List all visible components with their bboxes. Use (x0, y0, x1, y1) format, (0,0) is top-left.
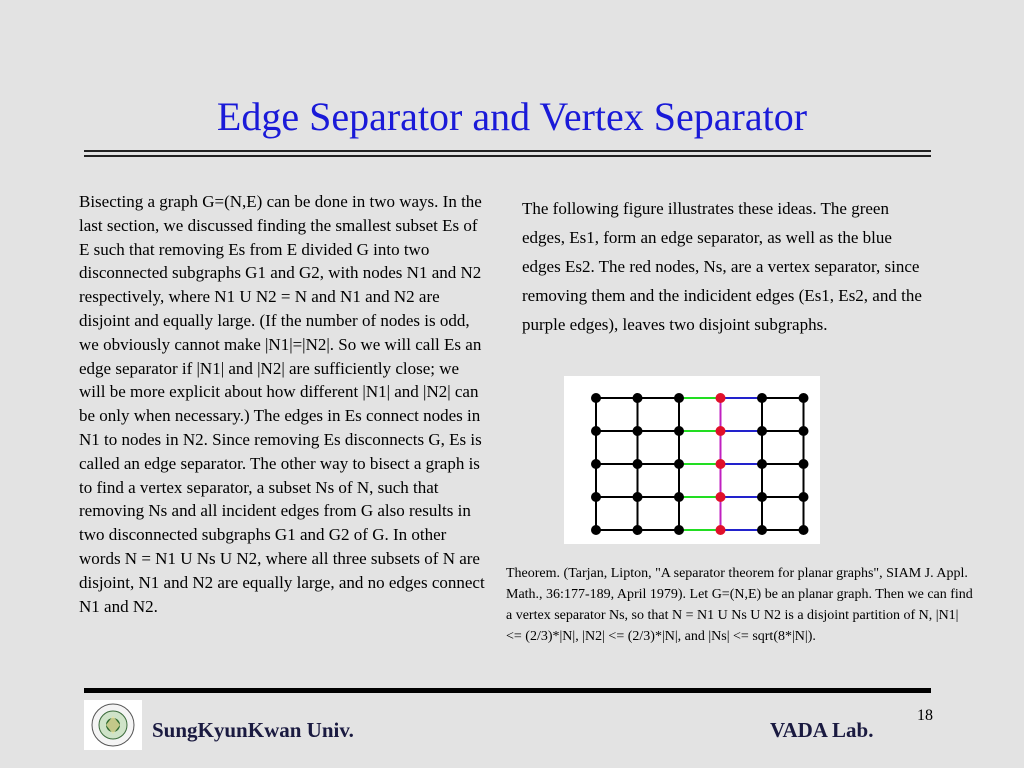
footer-university: SungKyunKwan Univ. (152, 718, 354, 742)
graph-node (757, 426, 767, 436)
separator-node (716, 525, 726, 535)
grid-graph (564, 376, 820, 544)
title-divider (84, 150, 931, 157)
graph-node (633, 459, 643, 469)
right-paragraph: The following figure illustrates these ideas. The green edges, Es1, form an edge separator, as well as the blue edges Es2. The red nodes, Ns, are a vertex separator, since removing them and the indicident edges (Es1, Es2, and the purple edges), leaves two disjoint subgraphs. (522, 199, 922, 334)
graph-node (674, 525, 684, 535)
graph-node (633, 393, 643, 403)
slide-title: Edge Separator and Vertex Separator (216, 94, 808, 139)
graph-node (633, 492, 643, 502)
graph-node (633, 426, 643, 436)
page-number: 18 (917, 707, 933, 724)
graph-node (591, 459, 601, 469)
separator-node (716, 492, 726, 502)
graph-node (591, 492, 601, 502)
graph-node (757, 525, 767, 535)
graph-node (757, 393, 767, 403)
graph-node (799, 426, 809, 436)
graph-node (633, 525, 643, 535)
graph-node (757, 459, 767, 469)
graph-node (799, 393, 809, 403)
graph-node (591, 525, 601, 535)
university-logo (84, 700, 142, 750)
graph-node (799, 525, 809, 535)
footer-lab: VADA Lab. (770, 718, 874, 742)
graph-node (674, 459, 684, 469)
graph-node (757, 492, 767, 502)
graph-node (674, 426, 684, 436)
graph-node (591, 393, 601, 403)
left-paragraph: Bisecting a graph G=(N,E) can be done in two ways. In the last section, we discussed finding the smallest subset Es of E such that removing Es from E divided G into two disconnected subgraphs G1 and G2, with nodes N1 and N2 respectively, where N1 U N2 = N and N1 and N2 are disjoint and equally large. (If the number of nodes is odd, we obviously cannot make |N1|=|N2|. So we will call Es an edge separator if |N1| and |N2| are sufficiently close; we will be more explicit about how different |N1| and |N2| can be only when necessary.) The edges in Es connect nodes in N1 to nodes in N2. Since removing Es disconnects G, Es is called an edge separator. The other way to bisect a graph is to find a vertex separator, a subset Ns of N, such that removing Ns and all incident edges from G also results in two disconnected subgraphs G1 and G2 of G. In other words N = N1 U Ns U N2, where all three subsets of N are disjoint, N1 and N2 are equally large, and no edges connect N1 and N2. (79, 192, 485, 616)
graph-node (799, 492, 809, 502)
graph-node (674, 492, 684, 502)
graph-node (799, 459, 809, 469)
separator-node (716, 426, 726, 436)
graph-node (591, 426, 601, 436)
separator-node (716, 393, 726, 403)
graph-node (674, 393, 684, 403)
footer-divider (84, 688, 931, 693)
separator-figure (564, 376, 820, 544)
separator-node (716, 459, 726, 469)
theorem-text: Theorem. (Tarjan, Lipton, "A separator theorem for planar graphs", SIAM J. Appl. Math., 36:177-189, April 1979). Let G=(N,E) be an planar graph. Then we can find a vertex separator Ns, so that N = N1 U Ns U N2 is a disjoint partition of N, |N1| <= (2/3)*|N|, |N2| <= (2/3)*|N|, and |Ns| <= sqrt(8*|N|). (506, 566, 973, 644)
